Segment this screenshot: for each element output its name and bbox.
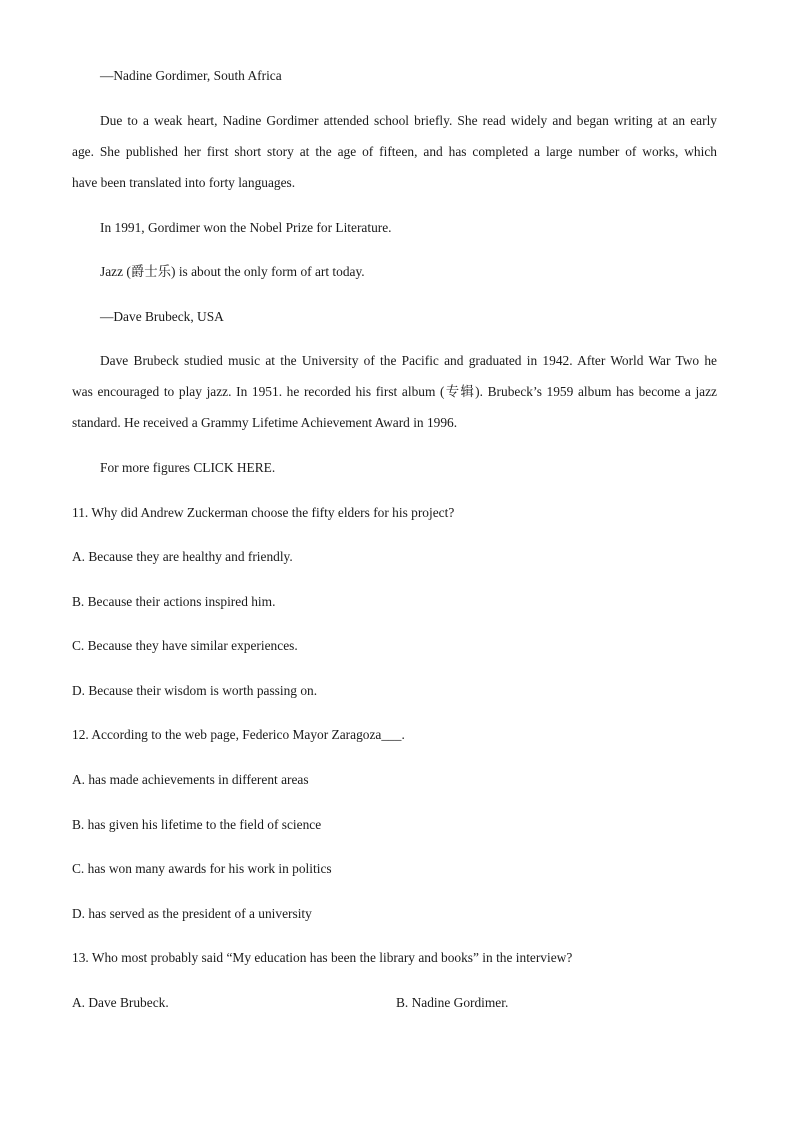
question-12-option-b: B. has given his lifetime to the field of science bbox=[72, 817, 322, 832]
question-12-stem: 12. According to the web page, Federico Mayor Zaragoza___. bbox=[72, 727, 405, 742]
gordimer-attribution: —Nadine Gordimer, South Africa bbox=[100, 68, 282, 83]
gordimer-bio-line-2: age. She published her first short story at the age of fifteen, and has completed a large number of works, which bbox=[72, 144, 717, 159]
gordimer-prize: In 1991, Gordimer won the Nobel Prize for Literature. bbox=[100, 220, 392, 235]
brubeck-quote: Jazz (爵士乐) is about the only form of art today. bbox=[100, 264, 365, 279]
question-11-option-d: D. Because their wisdom is worth passing on. bbox=[72, 683, 318, 698]
question-11-option-b: B. Because their actions inspired him. bbox=[72, 594, 276, 609]
question-13-stem: 13. Who most probably said “My education has been the library and books” in the interview? bbox=[72, 950, 573, 965]
question-11-option-c: C. Because they have similar experiences. bbox=[72, 638, 298, 653]
brubeck-bio-line-1: Dave Brubeck studied music at the University of the Pacific and graduated in 1942. After World War Two he bbox=[100, 353, 717, 368]
question-11-option-a: A. Because they are healthy and friendly. bbox=[72, 549, 293, 564]
gordimer-bio-line-3: have been translated into forty languages. bbox=[72, 175, 296, 190]
brubeck-attribution: —Dave Brubeck, USA bbox=[100, 309, 224, 324]
more-figures-link[interactable]: For more figures CLICK HERE. bbox=[100, 460, 276, 475]
question-12-option-c: C. has won many awards for his work in politics bbox=[72, 861, 332, 876]
brubeck-bio-line-2: was encouraged to play jazz. In 1951. he recorded his first album (专辑). Brubeck’s 1959 album has become a jazz bbox=[72, 384, 717, 399]
question-12-option-a: A. has made achievements in different areas bbox=[72, 772, 309, 787]
question-12-option-d: D. has served as the president of a university bbox=[72, 906, 312, 921]
gordimer-bio-line-1: Due to a weak heart, Nadine Gordimer attended school briefly. She read widely and began writing at an early bbox=[100, 113, 717, 128]
brubeck-bio-line-3: standard. He received a Grammy Lifetime Achievement Award in 1996. bbox=[72, 415, 458, 430]
question-13-option-b: B. Nadine Gordimer. bbox=[396, 995, 509, 1010]
question-11-stem: 11. Why did Andrew Zuckerman choose the fifty elders for his project? bbox=[72, 505, 455, 520]
question-13-option-a: A. Dave Brubeck. bbox=[72, 995, 169, 1010]
